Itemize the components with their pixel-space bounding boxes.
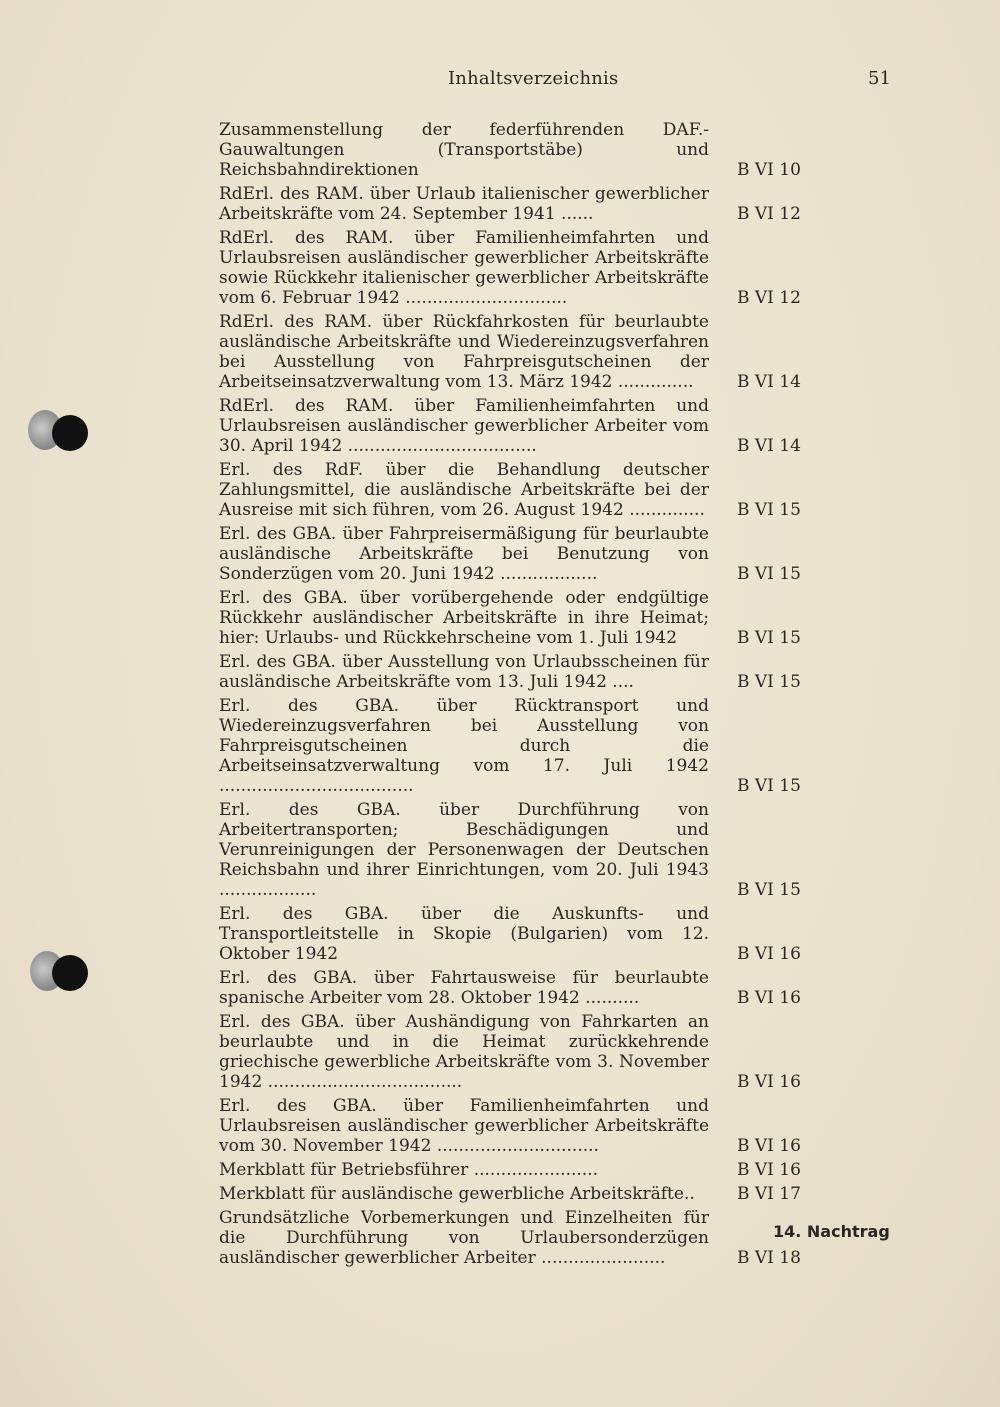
toc-entry-title: Erl. des GBA. über Fahrpreisermäßigung für beurlaubte ausländische Arbeitskräfte bei Benutzung von Sonderzügen vom 20. Juni 1942 .................. <box>219 524 709 584</box>
toc-entry-title: RdErl. des RAM. über Urlaub italienischer gewerblicher Arbeitskräfte vom 24. September 1941 ...... <box>219 184 709 224</box>
toc-entry <box>219 696 819 796</box>
punch-hole-bottom <box>52 955 88 991</box>
toc-entry <box>219 588 819 648</box>
toc-entry-title: Grundsätzliche Vorbemerkungen und Einzelheiten für die Durchführung von Urlaubersonderzügen ausländischer gewerblicher Arbeiter ....................... <box>219 1208 709 1268</box>
toc-entry <box>219 1160 819 1180</box>
toc-entry-reference: B VI 15 <box>737 564 801 584</box>
supplement-label: 14. Nachtrag <box>773 1222 890 1241</box>
toc-entry-reference: B VI 16 <box>737 1072 801 1092</box>
toc-entry-reference: B VI 10 <box>737 160 801 180</box>
toc-entry-title: Merkblatt für Betriebsführer ....................... <box>219 1160 598 1180</box>
toc-entry-reference: B VI 12 <box>737 204 801 224</box>
toc-entry-reference: B VI 17 <box>737 1184 801 1204</box>
toc-entry-title: Erl. des GBA. über Fahrtausweise für beurlaubte spanische Arbeiter vom 28. Oktober 1942 .......... <box>219 968 709 1008</box>
punch-hole-top <box>52 415 88 451</box>
page-number: 51 <box>868 68 891 89</box>
toc-entry-title: RdErl. des RAM. über Familienheimfahrten und Urlaubsreisen ausländischer gewerblicher Arbeitskräfte sowie Rückkehr italienischer gewerblicher Arbeitskräfte vom 6. Februar 1942 .............................. <box>219 228 709 308</box>
toc-entry <box>219 120 819 180</box>
toc-entry-reference: B VI 12 <box>737 288 801 308</box>
toc-entry <box>219 904 819 964</box>
toc-entry-title: Erl. des GBA. über Aushändigung von Fahrkarten an beurlaubte und in die Heimat zurückkehrende griechische gewerbliche Arbeitskräfte vom 3. November 1942 .................................... <box>219 1012 709 1092</box>
toc-entry-reference: B VI 18 <box>737 1248 801 1268</box>
toc-entry-title: Zusammenstellung der federführenden DAF.-Gauwaltungen (Transportstäbe) und Reichsbahndirektionen <box>219 120 709 180</box>
toc-entry-title: Erl. des GBA. über Familienheimfahrten und Urlaubsreisen ausländischer gewerblicher Arbeitskräfte vom 30. November 1942 .............................. <box>219 1096 709 1156</box>
toc-entry-reference: B VI 15 <box>737 672 801 692</box>
toc-entry-title: Erl. des GBA. über die Auskunfts- und Transportleitstelle in Skopie (Bulgarien) vom 12. Oktober 1942 <box>219 904 709 964</box>
toc-entry-title: RdErl. des RAM. über Rückfahrkosten für beurlaubte ausländische Arbeitskräfte und Wiedereinzugsverfahren bei Ausstellung von Fahrpreisgutscheinen der Arbeitseinsatzverwaltung vom 13. März 1942 .............. <box>219 312 709 392</box>
toc-entry-title: Erl. des GBA. über vorübergehende oder endgültige Rückkehr ausländischer Arbeitskräfte in ihre Heimat; hier: Urlaubs- und Rückkehrscheine vom 1. Juli 1942 <box>219 588 709 648</box>
toc-entry <box>219 1096 819 1156</box>
toc-entry <box>219 184 819 224</box>
toc-entry-title: Erl. des GBA. über Ausstellung von Urlaubsscheinen für ausländische Arbeitskräfte vom 13. Juli 1942 .... <box>219 652 709 692</box>
toc-entry-reference: B VI 15 <box>737 628 801 648</box>
toc-entry-reference: B VI 14 <box>737 372 801 392</box>
toc-entry-title: Erl. des RdF. über die Behandlung deutscher Zahlungsmittel, die ausländische Arbeitskräfte bei der Ausreise mit sich führen, vom 26. August 1942 .............. <box>219 460 709 520</box>
toc-entry <box>219 1184 819 1204</box>
toc-entry-title: RdErl. des RAM. über Familienheimfahrten und Urlaubsreisen ausländischer gewerblicher Arbeiter vom 30. April 1942 ................................... <box>219 396 709 456</box>
toc-entry <box>219 652 819 692</box>
toc-entry <box>219 1208 819 1268</box>
toc-entry-reference: B VI 14 <box>737 436 801 456</box>
toc-entry-title: Merkblatt für ausländische gewerbliche Arbeitskräfte.. <box>219 1184 695 1204</box>
toc-entry <box>219 1012 819 1092</box>
toc-entry-reference: B VI 16 <box>737 1136 801 1156</box>
toc-entry <box>219 228 819 308</box>
toc-entry-reference: B VI 15 <box>737 776 801 796</box>
toc-entry-reference: B VI 16 <box>737 988 801 1008</box>
page-title: Inhaltsverzeichnis <box>448 68 619 89</box>
toc-entry <box>219 460 819 520</box>
toc-entry <box>219 524 819 584</box>
toc-entry-title: Erl. des GBA. über Durchführung von Arbeitertransporten; Beschädigungen und Verunreinigungen der Personenwagen der Deutschen Reichsbahn und ihrer Einrichtungen, vom 20. Juli 1943 .................. <box>219 800 709 900</box>
toc-entry <box>219 312 819 392</box>
toc-entry-title: Erl. des GBA. über Rücktransport und Wiedereinzugsverfahren bei Ausstellung von Fahrpreisgutscheinen durch die Arbeitseinsatzverwaltung vom 17. Juli 1942 .................................... <box>219 696 709 796</box>
toc-entry <box>219 800 819 900</box>
toc-entry-reference: B VI 16 <box>737 944 801 964</box>
toc-entry-reference: B VI 15 <box>737 880 801 900</box>
toc-entry-reference: B VI 16 <box>737 1160 801 1180</box>
toc-entry <box>219 396 819 456</box>
toc-entry <box>219 968 819 1008</box>
table-of-contents <box>219 120 819 1272</box>
toc-entry-reference: B VI 15 <box>737 500 801 520</box>
